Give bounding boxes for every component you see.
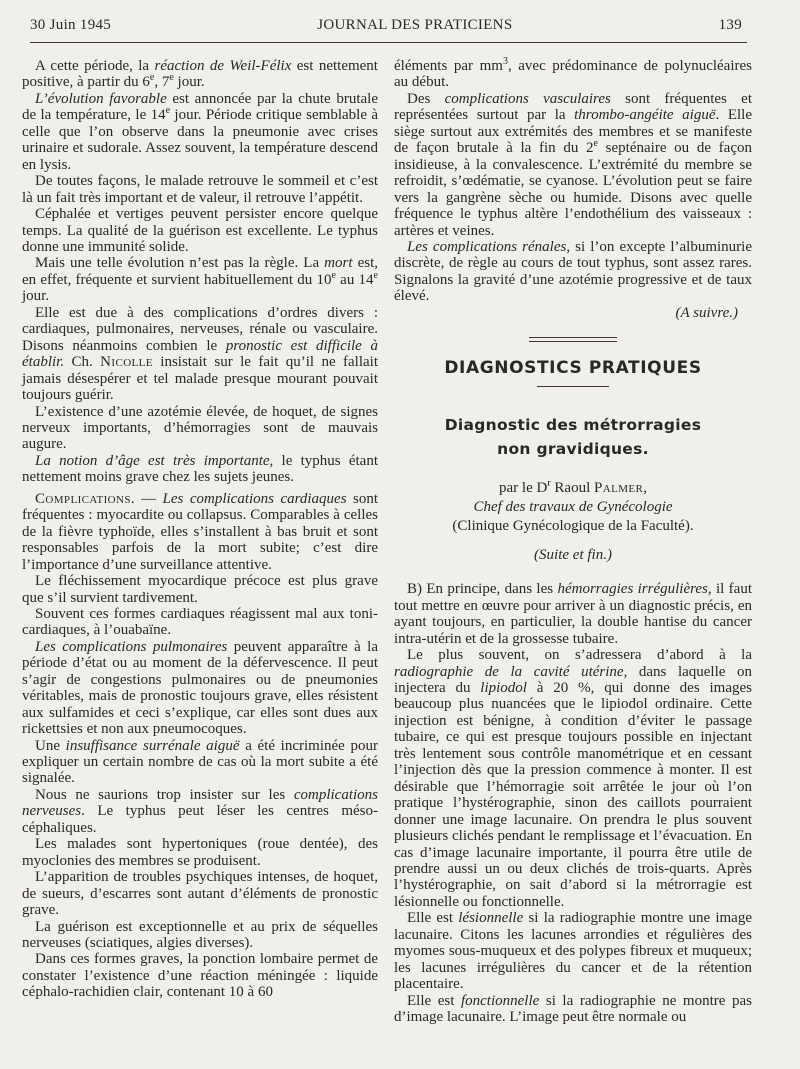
header-rule — [30, 42, 747, 43]
header-page-number: 139 — [718, 17, 742, 33]
text-run: , le typhus étant nettement moins grave chez les sujets jeunes. — [22, 452, 379, 486]
text-run: peuvent apparaître à la période d’état ou au moment de la défervescence. Il peut s’agir de congestions pulmonaires ou de pneumonies véritables, mais de pronostic toujours grave, elles résistent aux sulfamides et ceci s’explique, car elles sont dues aux rickettsies et non aux pneumocoques. — [22, 638, 379, 738]
text-run: lésionnelle — [458, 910, 524, 927]
text-run: a été incriminée pour expliquer un certain nombre de cas où la mort subite a été signalée. — [22, 737, 378, 787]
text-run: Nous ne saurions trop insister sur les — [35, 786, 294, 803]
text-run: L’apparition de troubles psychiques intenses, de hoquet, de sueurs, d’escarres sont autant d’éléments de pronostic grave. — [22, 869, 378, 919]
paragraph — [22, 453, 378, 486]
text-run: jour. — [173, 74, 205, 91]
paragraph — [22, 58, 378, 91]
text-run: e — [331, 269, 336, 281]
paragraph — [22, 738, 378, 787]
text-run: Dans ces formes graves, la ponction lombaire permet de constater l’existence d’une réaction méningée : liquide céphalo-rachidien clair, contenant 10 à 60 — [22, 951, 378, 1001]
paragraph — [22, 305, 378, 404]
text-run: , avec prédominance de polynucléaires au début. — [394, 58, 752, 91]
text-run: e — [593, 138, 598, 150]
text-run: au 14 — [335, 271, 374, 288]
text-run: B) En principe, dans les — [407, 581, 558, 598]
text-run: insistait sur le fait qu’il ne fallait jamais désespérer et tel malade presque mourant pouvait toujours guérir. — [22, 354, 378, 404]
text-run: fonctionnelle — [460, 992, 540, 1009]
text-run: Le plus souvent, on s’adressera d’abord à la — [407, 647, 752, 664]
text-run: insuffisance surrénale aiguë — [65, 737, 240, 754]
article-title-line-2: non gravidiques. — [497, 440, 649, 459]
paragraph — [22, 491, 378, 573]
section-heading-rule — [537, 386, 609, 387]
text-run: thrombo-angéite aiguë — [574, 107, 716, 124]
text-run: La guérison est exceptionnelle et au prix de séquelles nerveuses (sciatiques, algies diverses). — [22, 918, 378, 952]
paragraph — [22, 255, 378, 304]
text-run: Les malades sont hypertoniques (roue dentée), des myoclonies des membres se produisent. — [22, 836, 378, 869]
text-run: est annoncée par la chute brutale de la température, le 14 — [22, 90, 378, 124]
text-run: sont fréquentes : myocardite ou collapsus. Comparables à celles de la fièvre typhoïde, elles s’installent à bas bruit et sont responsables parfois de la mort subite; c’est dire l’importance d’une surveillance attentive. — [22, 490, 379, 573]
paragraph — [22, 606, 378, 639]
paragraph — [22, 836, 378, 869]
text-run: Des — [407, 90, 445, 107]
text-run: si la radiographie ne montre pas d’image lacunaire. L’image peut être normale ou — [394, 992, 752, 1026]
text-run: La notion d’âge est très importante — [35, 452, 270, 469]
author-affiliation-title: Chef des travaux de Gynécologie — [473, 499, 673, 516]
right-column — [394, 58, 752, 1025]
text-run: Céphalée et vertiges peuvent persister encore quelque temps. La qualité de la guérison est excellente. Le typhus donne une immunité solide. — [22, 206, 378, 255]
paragraph — [394, 993, 752, 1026]
text-run: radiographie de la cavité utérine — [394, 663, 624, 680]
article-title — [394, 413, 752, 461]
text-run: L’évolution favorable — [35, 90, 167, 107]
continuation-note: (Suite et fin.) — [534, 547, 612, 564]
text-run: Elle est due à des complications d’ordres divers : cardiaques, pulmonaires, nerveuses, rénale ou vasculaire. Disons néanmoins combien le — [22, 304, 378, 354]
text-run: complications vasculaires — [444, 90, 611, 107]
text-run: 3 — [502, 56, 508, 67]
text-run: Nicolle — [100, 354, 153, 371]
text-run: L’existence d’une azotémie élevée, de hoquet, de signes nerveux importants, d’hémorragies sont de mauvais augure. — [22, 403, 378, 453]
text-run: Complications — [35, 490, 131, 507]
paragraph — [394, 910, 752, 992]
running-header — [30, 17, 742, 39]
article-body — [394, 581, 752, 1025]
text-run: Elle est — [407, 992, 461, 1009]
text-run: , dans laquelle on injectera du — [394, 663, 752, 696]
text-run: , si l’on excepte l’albuminurie discrète, de règle au cours de tout typhus, sont assez rares. Signalons la gravité d’une azotémie progressive et de taux élevé. — [394, 238, 752, 305]
text-run: lipiodol — [480, 679, 527, 696]
text-run: , il faut tout mettre en œuvre pour arriver à un diagnostic précis, en ayant toujours, en particulier, la double hantise du cancer intra-utérin et de la grossesse tubaire. — [394, 581, 753, 647]
author-surname: Palmer — [594, 480, 644, 497]
text-run: à 20 %, qui donne des images beaucoup plus nuancées que le lipiodol ordinaire. Cette injection est bénigne, à condition d’éviter le passage tubaire, ce qui est presque toujours possible en injectant très lentement sous contrôle manométrique et en cessant l’injection dès que la pression commence à monter. Il est désirable que l’hémorragie soit arrêtée le jour où l’on pratique l’hystérographie, sinon des caillots pourraient donner une image lacunaire. On prendra le plus souvent plusieurs clichés pendant le remplissage et l’évacuation. En cas d’image lacunaire importante, il pourra être utile de prendre aussi un ou deux clichés de trois-quarts. Après l’hystérographie, on sait d’abord si la métrorragie est lésionnelle ou fonctionnelle. — [394, 679, 752, 910]
text-run: est nettement positive, à partir du 6 — [22, 58, 378, 91]
paragraph — [22, 404, 378, 453]
text-run: Les complications pulmonaires — [35, 638, 228, 655]
paragraph — [394, 581, 752, 647]
header-journal-title: JOURNAL DES PRATICIENS — [317, 17, 513, 33]
text-run: Mais une telle évolution n’est pas la règle. La — [35, 255, 325, 272]
text-run: Elle est — [407, 910, 459, 927]
paragraph — [394, 647, 752, 910]
paragraph — [394, 91, 752, 239]
text-run: A cette période, la — [35, 58, 155, 74]
text-run: réaction de Weil-Félix — [154, 58, 292, 74]
text-run: . — — [130, 490, 163, 507]
text-run: mort — [324, 255, 353, 272]
text-run: . Elle siège surtout aux extrémités des membres et se manifeste de façon brutale à la fin du 2 — [394, 107, 752, 157]
text-run: éléments par mm — [394, 58, 503, 74]
paragraph — [22, 639, 378, 738]
paragraph — [22, 91, 378, 173]
header-date: 30 Juin 1945 — [30, 17, 112, 33]
text-run: e — [149, 72, 155, 84]
text-run: pronostic est difficile à établir. — [22, 337, 379, 371]
paragraph — [22, 573, 378, 606]
text-run: e — [373, 269, 378, 281]
text-run: est, en effet, fréquente et survient habituellement du 10 — [22, 255, 378, 288]
text-run: si la radiographie montre une image lacunaire. Citons les lacunes arrondies et régulières des myomes sous-muqueux et des polypes fibreux et muqueux; les lacunes irrégulières du cancer et de la rétention placentaire. — [394, 910, 752, 993]
paragraph — [394, 239, 752, 305]
article-title-line-1: Diagnostic des métrorragies — [444, 416, 702, 435]
text-run: Souvent ces formes cardiaques réagissent mal aux toni-cardiaques, à l’ouabaïne. — [22, 605, 378, 639]
text-run: e — [165, 105, 171, 117]
paragraph — [394, 58, 752, 91]
section-heading: DIAGNOSTICS PRATIQUES — [444, 358, 702, 379]
text-run: jour. — [22, 288, 50, 305]
text-run: septénaire ou de façon insidieuse, à la convalescence. L’extrémité du membre se refroidit, s’œdématie, se cyanose. L’évolution peut se faire vers la gangrène sèche ou humide. Disons avec quelle fréquence le typhus altère l’endothélium des vaisseaux : artères et veines. — [394, 140, 752, 239]
text-run: Ch. — [64, 354, 101, 371]
paragraph — [22, 951, 378, 1000]
paragraph — [22, 919, 378, 952]
author-byline: par le $D^r$ Raoul Palmer, — [499, 478, 647, 497]
text-run: e — [169, 72, 174, 84]
section-double-rule — [529, 337, 617, 342]
to-be-continued-note: (A suivre.) — [675, 304, 738, 321]
text-run: , 7 — [154, 74, 170, 91]
text-run: . Le typhus peut léser les centres méso-céphaliques. — [22, 803, 378, 836]
right-column-continuation — [394, 58, 752, 305]
paragraph — [22, 869, 378, 918]
text-run: hémorragies irrégulières — [557, 581, 708, 598]
text-run: Les complications cardiaques — [162, 490, 347, 507]
paragraph — [22, 173, 378, 206]
text-run: De toutes façons, le malade retrouve le sommeil et c’est là un fait très important et de valeur, il retrouve l’appétit. — [22, 173, 378, 206]
text-run: complications nerveuses — [22, 786, 378, 820]
text-run: sont fréquentes et représentées surtout par la — [394, 90, 753, 124]
left-column — [22, 58, 378, 1001]
text-run: jour. Période critique semblable à celle que l’on observe dans la pneumonie avec crises urinaire et sudorale. Assez souvent, la température descend en lysis. — [22, 107, 378, 173]
text-run: Le fléchissement myocardique précoce est plus grave que s’il survient tardivement. — [22, 573, 378, 606]
paragraph — [22, 787, 378, 836]
text-run: Une — [35, 737, 66, 754]
text-run: Les complications rénales — [407, 238, 567, 255]
author-affiliation-clinic: (Clinique Gynécologique de la Faculté). — [452, 518, 694, 535]
paragraph — [22, 206, 378, 255]
